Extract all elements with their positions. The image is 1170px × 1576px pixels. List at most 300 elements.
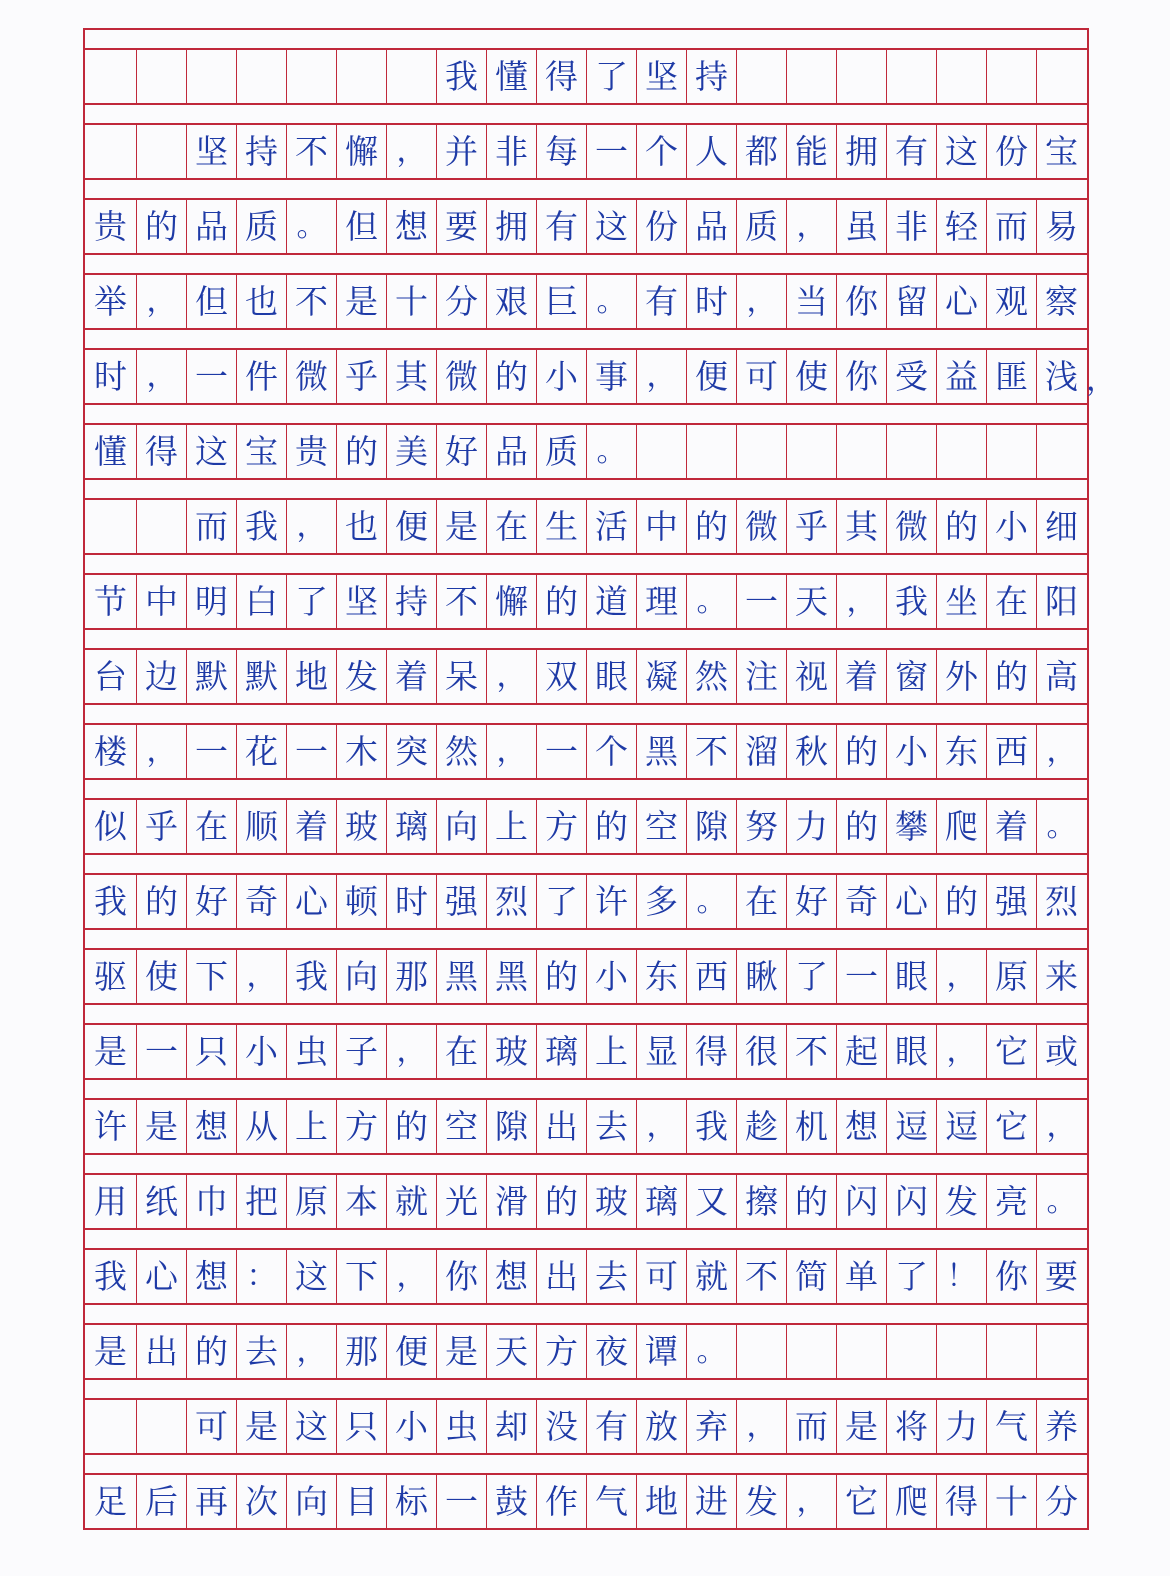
char-cell: 可	[736, 350, 786, 403]
char-cell: 向	[336, 950, 386, 1003]
char-cell: 然	[686, 650, 736, 703]
char-cell: 不	[686, 725, 736, 778]
char-cell: 活	[586, 500, 636, 553]
char-cell: 发	[936, 1175, 986, 1228]
char-cell: 心	[936, 275, 986, 328]
char-cell	[136, 1400, 186, 1453]
char-cell: 奇	[236, 875, 286, 928]
char-cell: 没	[536, 1400, 586, 1453]
text-row	[85, 648, 1087, 703]
char-cell	[936, 425, 986, 478]
char-cell: 细	[1036, 500, 1086, 553]
char-cell: 一	[136, 1025, 186, 1078]
char-cell: 要	[1036, 1250, 1086, 1303]
title-char-cell: 我	[436, 50, 486, 103]
char-cell: 美	[386, 425, 436, 478]
char-cell: 玻	[586, 1175, 636, 1228]
char-cell: 方	[536, 1325, 586, 1378]
char-cell: ，	[386, 1025, 436, 1078]
char-cell: 好	[436, 425, 486, 478]
char-cell: 一	[436, 1475, 486, 1528]
char-cell: 双	[536, 650, 586, 703]
char-cell: 小	[236, 1025, 286, 1078]
char-cell: ，	[786, 1475, 836, 1528]
char-cell: ，	[486, 650, 536, 703]
row-gap	[85, 1303, 1087, 1323]
char-cell: 宝	[1036, 125, 1086, 178]
char-cell: 顿	[336, 875, 386, 928]
title-char-cell	[186, 50, 236, 103]
char-cell: 虫	[436, 1400, 486, 1453]
char-cell: 次	[236, 1475, 286, 1528]
char-cell: 想	[186, 1100, 236, 1153]
char-cell: 纸	[136, 1175, 186, 1228]
char-cell: 外	[936, 650, 986, 703]
char-cell: 璃	[386, 800, 436, 853]
char-cell: 眼	[886, 1025, 936, 1078]
char-cell: 的	[686, 500, 736, 553]
char-cell: 方	[536, 800, 586, 853]
char-cell: 隙	[486, 1100, 536, 1153]
char-cell: 是	[236, 1400, 286, 1453]
char-cell: 然	[436, 725, 486, 778]
char-cell	[786, 425, 836, 478]
char-cell: 呆	[436, 650, 486, 703]
row-gap	[85, 28, 1087, 48]
char-cell: 其	[386, 350, 436, 403]
char-cell: 本	[336, 1175, 386, 1228]
char-cell: 非	[486, 125, 536, 178]
char-cell: 有	[536, 200, 586, 253]
char-cell: 努	[736, 800, 786, 853]
char-cell: 或	[1036, 1025, 1086, 1078]
char-cell: 得	[936, 1475, 986, 1528]
title-char-cell: 懂	[486, 50, 536, 103]
char-cell: 它	[986, 1100, 1036, 1153]
title-char-cell: 持	[686, 50, 736, 103]
char-cell: 受	[886, 350, 936, 403]
char-cell: 易	[1036, 200, 1086, 253]
char-cell: 这	[586, 200, 636, 253]
char-cell: 想	[486, 1250, 536, 1303]
char-cell: 中	[136, 575, 186, 628]
char-cell: 眼	[586, 650, 636, 703]
char-cell: ，	[1036, 1100, 1086, 1153]
char-cell: 时	[94, 357, 127, 396]
char-cell: ，	[936, 1025, 986, 1078]
char-cell: 有	[586, 1400, 636, 1453]
title-row	[85, 48, 1087, 103]
char-cell: 西	[686, 950, 736, 1003]
char-cell: 宝	[236, 425, 286, 478]
char-cell: 使	[136, 950, 186, 1003]
char-cell: 着	[986, 800, 1036, 853]
char-cell: ，	[786, 200, 836, 253]
char-cell: 空	[436, 1100, 486, 1153]
char-cell: 天	[486, 1325, 536, 1378]
char-cell: 贵	[94, 207, 127, 246]
row-gap	[85, 253, 1087, 273]
char-cell: 得	[136, 425, 186, 478]
char-cell: 溜	[736, 725, 786, 778]
char-cell: 品	[186, 200, 236, 253]
char-cell: 便	[386, 1325, 436, 1378]
char-cell	[836, 1325, 886, 1378]
title-char-cell	[1036, 50, 1086, 103]
char-cell: 能	[786, 125, 836, 178]
char-cell: 一	[186, 350, 236, 403]
char-cell: 标	[386, 1475, 436, 1528]
char-cell: 后	[136, 1475, 186, 1528]
char-cell: 从	[236, 1100, 286, 1153]
char-cell: 台	[94, 657, 127, 696]
char-cell: ，	[736, 275, 786, 328]
char-cell: 便	[386, 500, 436, 553]
char-cell: 地	[636, 1475, 686, 1528]
char-cell: 质	[536, 425, 586, 478]
char-cell: 简	[786, 1250, 836, 1303]
title-char-cell: 坚	[636, 50, 686, 103]
char-cell: ！	[936, 1250, 986, 1303]
char-cell: 足	[94, 1482, 127, 1521]
row-gap	[85, 1378, 1087, 1398]
char-cell: 得	[686, 1025, 736, 1078]
text-row	[85, 1248, 1087, 1303]
char-cell: 奇	[836, 875, 886, 928]
row-gap	[85, 178, 1087, 198]
char-cell: ，	[386, 1250, 436, 1303]
char-cell: 进	[686, 1475, 736, 1528]
char-cell: 这	[286, 1400, 336, 1453]
text-row	[85, 498, 1087, 553]
char-cell: 时	[686, 275, 736, 328]
char-cell: 一	[736, 575, 786, 628]
char-cell: 璃	[636, 1175, 686, 1228]
char-cell: 爬	[936, 800, 986, 853]
char-cell: 许	[586, 875, 636, 928]
char-cell: 了	[536, 875, 586, 928]
char-cell: ，	[286, 500, 336, 553]
char-cell: 阳	[1036, 575, 1086, 628]
char-cell: 坚	[186, 125, 236, 178]
char-cell: 的	[186, 1325, 236, 1378]
char-cell: 十	[386, 275, 436, 328]
char-cell: 把	[236, 1175, 286, 1228]
title-char-cell: 了	[586, 50, 636, 103]
char-cell: 闪	[886, 1175, 936, 1228]
char-cell: 。	[1036, 1175, 1086, 1228]
char-cell: 一	[836, 950, 886, 1003]
char-cell: 趁	[736, 1100, 786, 1153]
char-cell	[1036, 1325, 1086, 1378]
char-cell: 那	[336, 1325, 386, 1378]
title-char-cell	[936, 50, 986, 103]
char-cell: 懈	[336, 125, 386, 178]
row-gap	[85, 703, 1087, 723]
char-cell: 当	[786, 275, 836, 328]
char-cell: 懈	[486, 575, 536, 628]
char-cell: 每	[536, 125, 586, 178]
text-row	[85, 1173, 1087, 1228]
char-cell: 。	[586, 425, 636, 478]
char-cell: 的	[136, 200, 186, 253]
char-cell: 拥	[486, 200, 536, 253]
text-row	[85, 948, 1087, 1003]
text-row	[85, 1398, 1087, 1453]
row-gap	[85, 1153, 1087, 1173]
char-cell: 微	[886, 500, 936, 553]
char-cell: 隙	[686, 800, 736, 853]
char-cell: 用	[94, 1182, 127, 1221]
row-gap	[85, 103, 1087, 123]
char-cell	[85, 500, 136, 553]
text-row	[85, 348, 1087, 403]
char-cell: 。	[586, 275, 636, 328]
char-cell: 窗	[886, 650, 936, 703]
char-cell: 并	[436, 125, 486, 178]
char-cell: 乎	[786, 500, 836, 553]
char-cell: 有	[886, 125, 936, 178]
char-cell: 滑	[486, 1175, 536, 1228]
title-char-cell: 得	[536, 50, 586, 103]
char-cell: 懂	[94, 432, 127, 471]
char-cell: 的	[986, 650, 1036, 703]
char-cell: 出	[536, 1250, 586, 1303]
char-cell: 逗	[936, 1100, 986, 1153]
char-cell: 的	[536, 950, 586, 1003]
char-cell: 又	[686, 1175, 736, 1228]
char-cell	[136, 500, 186, 553]
char-cell: ，	[136, 275, 186, 328]
char-cell: 秋	[786, 725, 836, 778]
char-cell: 十	[986, 1475, 1036, 1528]
char-cell: 边	[136, 650, 186, 703]
char-cell: 其	[836, 500, 886, 553]
char-cell: 上	[586, 1025, 636, 1078]
char-cell: 。	[686, 575, 736, 628]
row-gap	[85, 1078, 1087, 1098]
char-cell: 擦	[736, 1175, 786, 1228]
char-cell: ，	[136, 350, 186, 403]
char-cell: 可	[186, 1400, 236, 1453]
char-cell: 非	[886, 200, 936, 253]
char-cell: 艰	[486, 275, 536, 328]
char-cell	[1036, 425, 1086, 478]
text-row	[85, 873, 1087, 928]
char-cell: 道	[586, 575, 636, 628]
char-cell: 的	[936, 875, 986, 928]
char-cell: 小	[536, 350, 586, 403]
char-cell: 东	[636, 950, 686, 1003]
char-cell: 而	[986, 200, 1036, 253]
char-cell: 爬	[886, 1475, 936, 1528]
char-cell: 小	[986, 500, 1036, 553]
char-cell: 玻	[336, 800, 386, 853]
char-cell: 小	[886, 725, 936, 778]
char-cell: 谭	[636, 1325, 686, 1378]
char-cell: 再	[186, 1475, 236, 1528]
char-cell: 益	[936, 350, 986, 403]
char-cell: 子	[336, 1025, 386, 1078]
char-cell: 巨	[536, 275, 586, 328]
char-cell: 那	[386, 950, 436, 1003]
char-cell: 一	[536, 725, 586, 778]
char-cell: 事	[586, 350, 636, 403]
char-cell: 白	[236, 575, 286, 628]
char-cell	[85, 125, 136, 178]
char-cell: 弃	[686, 1400, 736, 1453]
char-cell: 生	[536, 500, 586, 553]
char-cell: ，	[136, 725, 186, 778]
char-cell: 这	[936, 125, 986, 178]
char-cell: 去	[586, 1250, 636, 1303]
char-cell: 想	[386, 200, 436, 253]
char-cell: ，	[936, 950, 986, 1003]
char-cell: 轻	[936, 200, 986, 253]
char-cell: 。	[686, 1325, 736, 1378]
char-cell: 你	[986, 1250, 1036, 1303]
char-cell: 着	[386, 650, 436, 703]
char-cell: 逗	[886, 1100, 936, 1153]
char-cell: 心	[886, 875, 936, 928]
char-cell: 出	[136, 1325, 186, 1378]
char-cell: 的	[836, 800, 886, 853]
row-gap	[85, 478, 1087, 498]
char-cell: 来	[1036, 950, 1086, 1003]
char-cell: 只	[336, 1400, 386, 1453]
char-cell: 了	[786, 950, 836, 1003]
char-cell: 力	[936, 1400, 986, 1453]
char-cell: 将	[886, 1400, 936, 1453]
char-cell: ，	[386, 125, 436, 178]
char-cell: 巾	[186, 1175, 236, 1228]
text-row	[85, 1023, 1087, 1078]
char-cell: 微	[286, 350, 336, 403]
char-cell: 分	[1036, 1475, 1086, 1528]
char-cell: 不	[286, 275, 336, 328]
char-cell: 中	[636, 500, 686, 553]
char-cell: 在	[736, 875, 786, 928]
char-cell: 默	[236, 650, 286, 703]
char-cell: 鼓	[486, 1475, 536, 1528]
char-cell: 。	[1036, 800, 1086, 853]
char-cell: 察	[1036, 275, 1086, 328]
char-cell: 就	[386, 1175, 436, 1228]
char-cell: 是	[94, 1332, 127, 1371]
char-cell: 在	[986, 575, 1036, 628]
char-cell: 微	[436, 350, 486, 403]
char-cell: 是	[836, 1400, 886, 1453]
char-cell: 突	[386, 725, 436, 778]
char-cell: 原	[286, 1175, 336, 1228]
char-cell: 出	[536, 1100, 586, 1153]
char-cell: 向	[436, 800, 486, 853]
char-cell: 份	[986, 125, 1036, 178]
char-cell: 黑	[636, 725, 686, 778]
text-row	[85, 123, 1087, 178]
char-cell: 气	[586, 1475, 636, 1528]
title-char-cell	[236, 50, 286, 103]
title-char-cell	[986, 50, 1036, 103]
char-cell: 着	[836, 650, 886, 703]
char-cell: 黑	[486, 950, 536, 1003]
char-cell: 地	[286, 650, 336, 703]
char-cell: 的	[336, 425, 386, 478]
char-cell: 是	[436, 1325, 486, 1378]
char-cell: 时	[386, 875, 436, 928]
text-row	[85, 1323, 1087, 1378]
row-gap	[85, 853, 1087, 873]
char-cell: 心	[136, 1250, 186, 1303]
char-cell: 眼	[886, 950, 936, 1003]
char-cell: 理	[636, 575, 686, 628]
char-cell: 件	[236, 350, 286, 403]
char-cell: 驱	[94, 957, 127, 996]
char-cell: 使	[786, 350, 836, 403]
char-cell: 坚	[336, 575, 386, 628]
char-cell: 下	[336, 1250, 386, 1303]
char-cell: 多	[636, 875, 686, 928]
char-cell: 默	[186, 650, 236, 703]
char-cell: 的	[386, 1100, 436, 1153]
char-cell: 个	[636, 125, 686, 178]
row-gap	[85, 553, 1087, 573]
char-cell: 高	[1036, 650, 1086, 703]
char-cell: 强	[436, 875, 486, 928]
char-cell: 在	[486, 500, 536, 553]
char-cell: 好	[786, 875, 836, 928]
char-cell: 的	[836, 725, 886, 778]
char-cell: 的	[486, 350, 536, 403]
char-cell: 虫	[286, 1025, 336, 1078]
char-cell: 小	[386, 1400, 436, 1453]
char-cell	[736, 425, 786, 478]
char-cell: 匪	[986, 350, 1036, 403]
char-cell: 原	[986, 950, 1036, 1003]
char-cell: 似	[94, 807, 127, 846]
char-cell: 明	[186, 575, 236, 628]
char-cell: ，	[736, 1400, 786, 1453]
char-cell: ，	[636, 1100, 686, 1153]
char-cell: 亮	[986, 1175, 1036, 1228]
char-cell: 一	[586, 125, 636, 178]
text-row	[85, 1098, 1087, 1153]
title-char-cell	[336, 50, 386, 103]
char-cell: 浅	[1036, 350, 1086, 403]
title-char-cell	[386, 50, 436, 103]
char-cell: 贵	[286, 425, 336, 478]
char-cell: 可	[636, 1250, 686, 1303]
char-cell	[986, 1325, 1036, 1378]
char-cell: 都	[736, 125, 786, 178]
char-cell: 想	[186, 1250, 236, 1303]
char-cell: 拥	[836, 125, 886, 178]
char-cell: 方	[336, 1100, 386, 1153]
char-cell: 的	[786, 1175, 836, 1228]
char-cell: 许	[94, 1107, 127, 1146]
char-cell: 品	[486, 425, 536, 478]
char-cell: 烈	[486, 875, 536, 928]
char-cell: 玻	[486, 1025, 536, 1078]
char-cell: 微	[736, 500, 786, 553]
char-cell: 质	[736, 200, 786, 253]
char-cell: 单	[836, 1250, 886, 1303]
char-cell: ：	[236, 1250, 286, 1303]
char-cell: 西	[986, 725, 1036, 778]
char-cell: 我	[686, 1100, 736, 1153]
text-row	[85, 723, 1087, 778]
char-cell: 虽	[836, 200, 886, 253]
